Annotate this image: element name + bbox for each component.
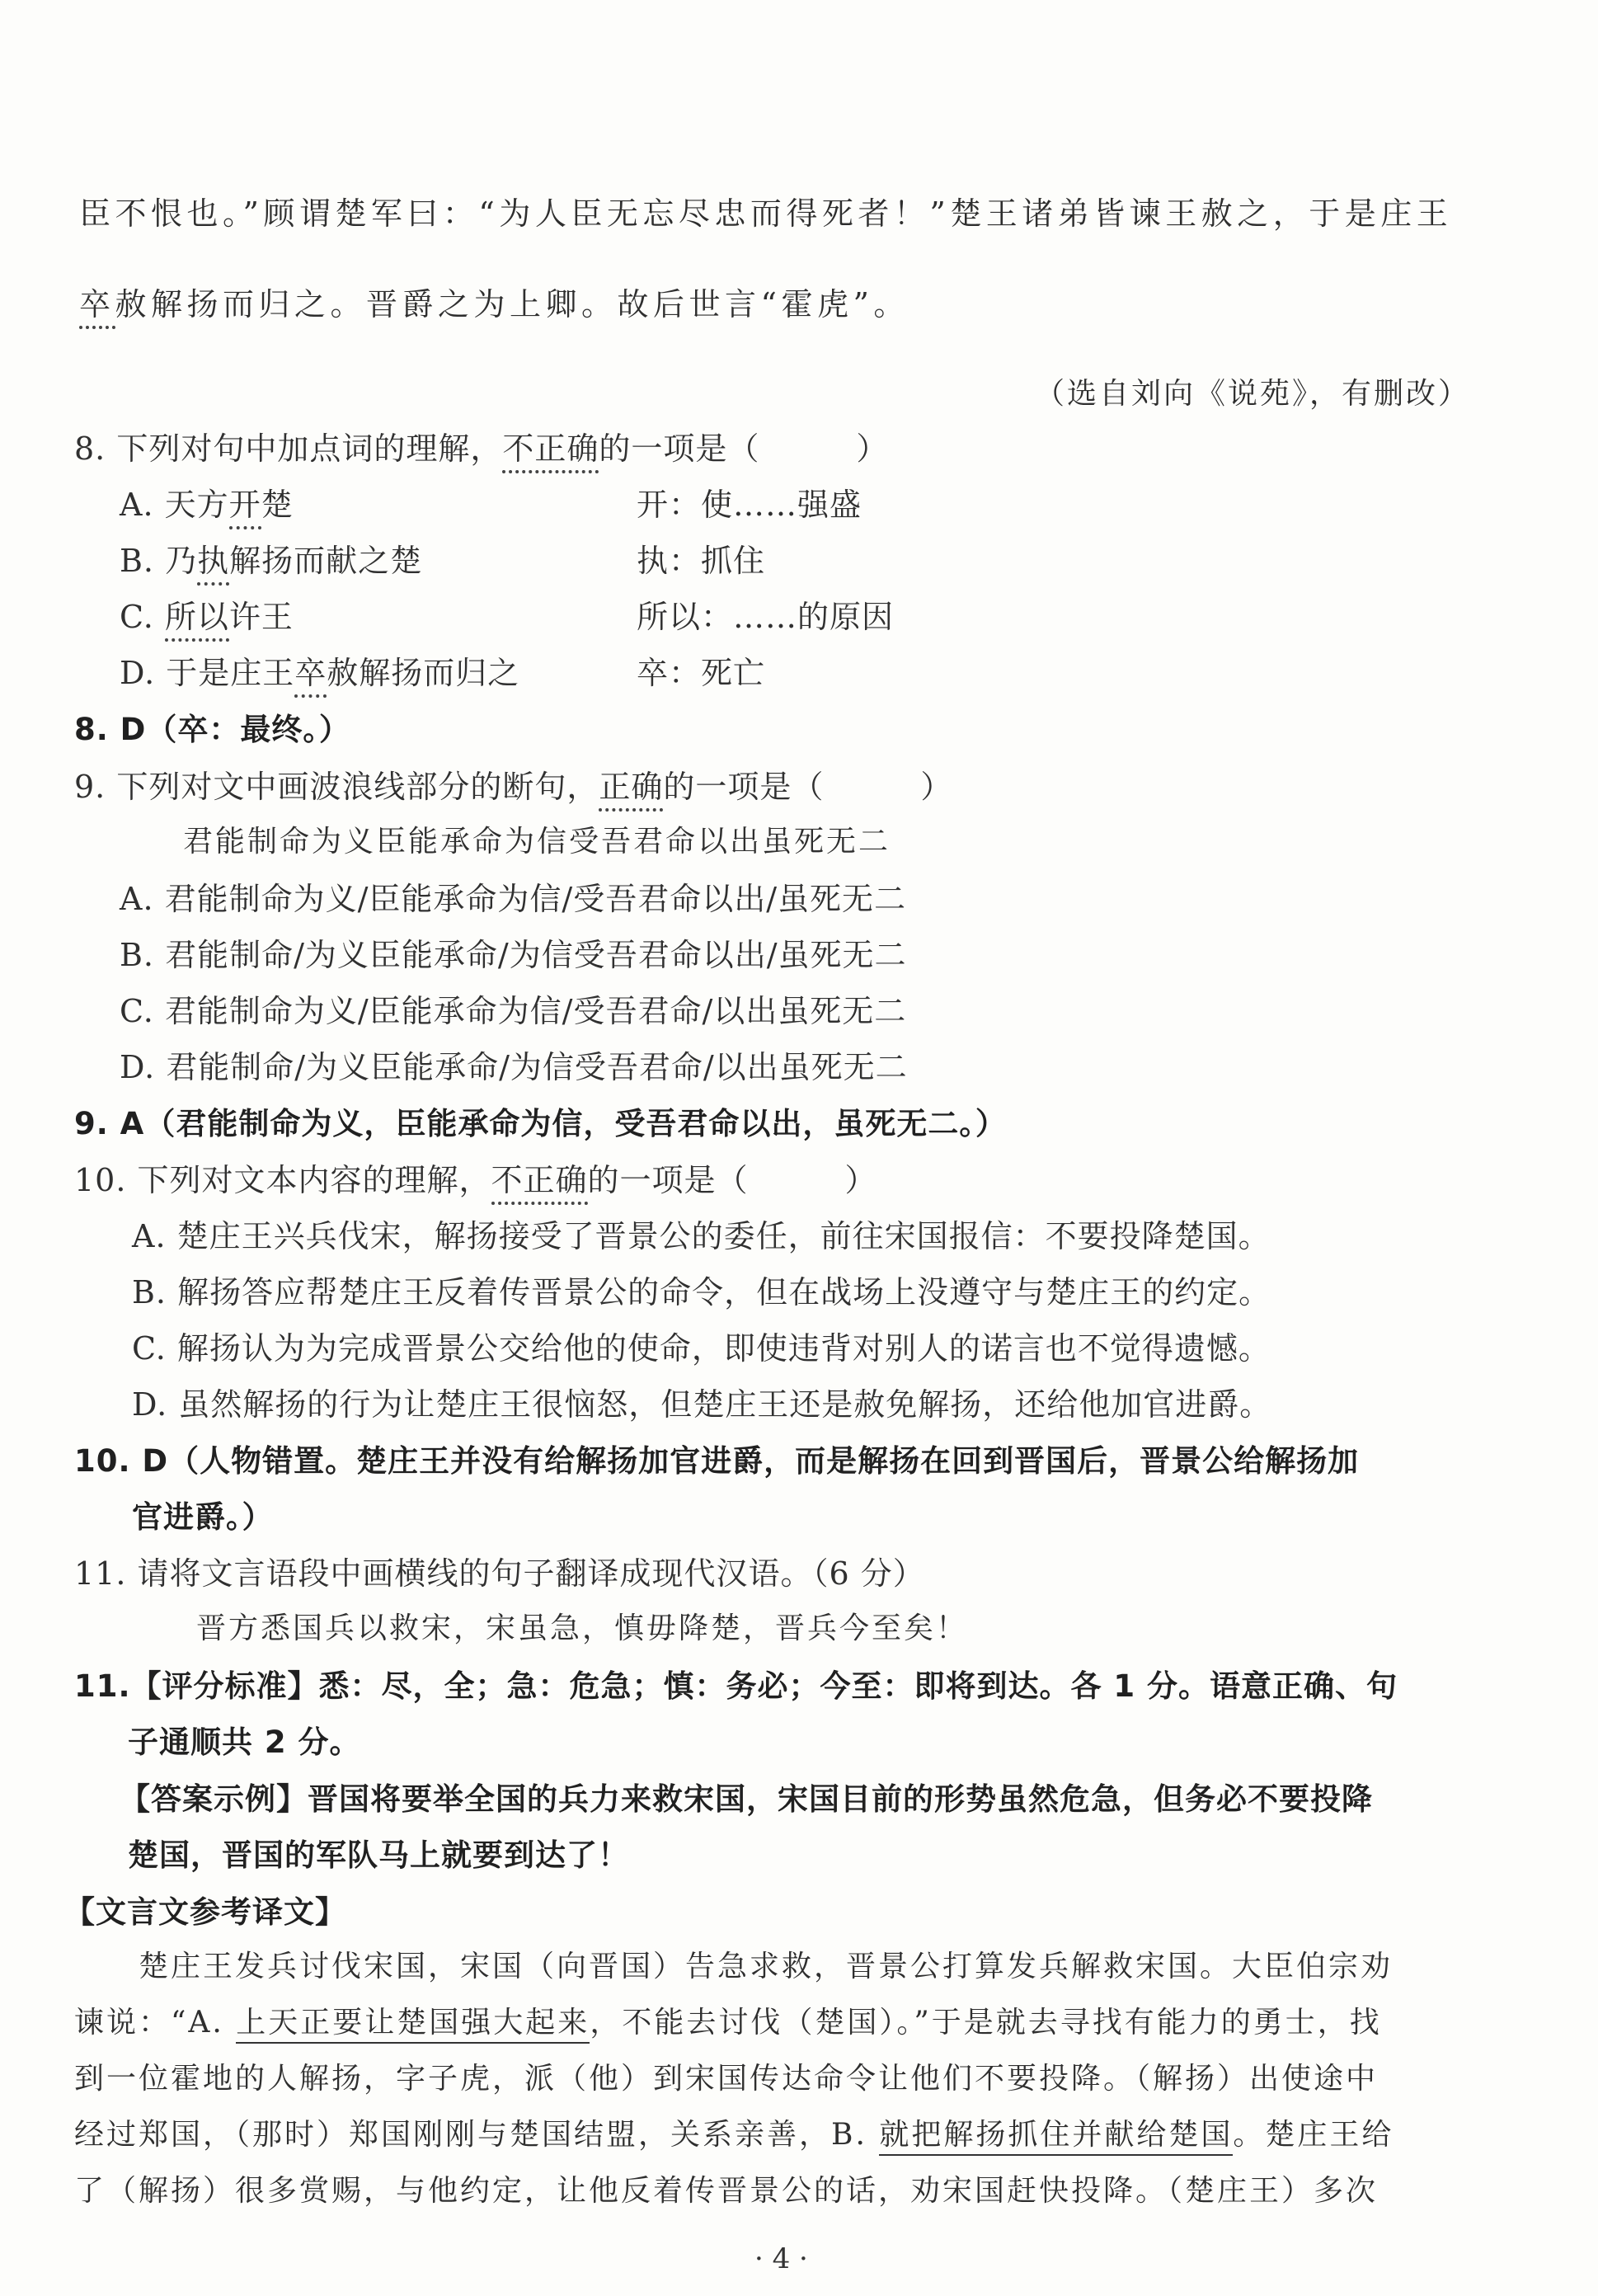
dotted-word: 卒 <box>294 655 327 698</box>
translate-sentence: 晋方悉国兵以救宋，宋虽急，慎毋降楚，晋兵今至矣！ <box>196 1611 969 1645</box>
option-d: D. 虽然解扬的行为让楚庄王很恼怒，但楚庄王还是赦免解扬，还给他加官进爵。 <box>132 1386 1272 1423</box>
translation-text: 。楚庄王给 <box>1233 2118 1394 2152</box>
option-c <box>120 601 294 633</box>
question-stem <box>74 430 889 467</box>
option-c: C. 君能制命为义/臣能承命为信/受吾君命/以出虽死无二 <box>120 993 907 1029</box>
dotted-word: 执 <box>197 543 229 586</box>
underlined-phrase: 上天正要让楚国强大起来 <box>236 2006 590 2044</box>
option-b <box>120 543 423 579</box>
dotted-word: 不正确 <box>491 1162 588 1205</box>
source-citation: （选自刘向《说苑》，有删改） <box>1035 377 1471 411</box>
dotted-word: 正确 <box>599 769 663 812</box>
translation-line: 到一位霍地的人解扬，字子虎，派（他）到宋国传达命令让他们不要投降。（解扬）出使途中 <box>74 2062 1379 2096</box>
option-a <box>120 487 294 523</box>
option-text: 楚 <box>261 487 294 523</box>
translation-line <box>74 2008 1382 2038</box>
dotted-word: 所以 <box>165 599 229 642</box>
option-gloss: 开：使……强盛 <box>637 487 862 523</box>
option-text: A. 天方 <box>120 487 229 523</box>
answer-example: 【答案示例】晋国将要举全国的兵力来救宋国，宋国目前的形势虽然危急，但务必不要投降 <box>120 1781 1373 1817</box>
translation-line: 楚庄王发兵讨伐宋国，宋国（向晋国）告急求救，晋景公打算发兵解救宋国。大臣伯宗劝 <box>139 1950 1394 1983</box>
answer-9: 9. A（君能制命为义，臣能承命为信，受吾君命以出，虽死无二。） <box>74 1106 1007 1141</box>
scoring-criteria: 11.【评分标准】悉：尽，全；急：危急；慎：务必；今至：即将到达。各 1 分。语意正确、句 <box>74 1668 1398 1704</box>
wavy-sentence: 君能制命为义臣能承命为信受吾君命以出虽死无二 <box>183 825 891 859</box>
dotted-word: 卒 <box>79 286 115 329</box>
option-gloss: 卒：死亡 <box>637 655 766 691</box>
stem-text: 8. 下列对句中加点词的理解， <box>74 430 503 467</box>
dotted-word: 不正确 <box>502 430 599 473</box>
stem-text: 的一项是（ ） <box>587 1162 877 1198</box>
option-d: D. 君能制命/为义臣能承命/为信受吾君命/以出虽死无二 <box>120 1049 908 1085</box>
answer-10-cont: 官进爵。） <box>132 1499 274 1535</box>
stem-text: 9. 下列对文中画波浪线部分的断句， <box>74 769 599 805</box>
translation-line: 了（解扬）很多赏赐，与他约定，让他反着传晋景公的话，劝宋国赶快投降。（楚庄王）多次 <box>74 2174 1379 2208</box>
option-gloss: 执：抓住 <box>637 543 766 579</box>
passage-text: 赦解扬而归之。晋爵之为上卿。故后世言“霍虎”。 <box>115 286 909 322</box>
passage-line <box>79 195 1453 232</box>
option-d <box>120 657 519 689</box>
translation-text: ，不能去讨伐（楚国）。”于是就去寻找有能力的勇士，找 <box>590 2006 1382 2040</box>
option-text: B. 乃 <box>120 543 198 579</box>
question-stem: 11. 请将文言语段中画横线的句子翻译成现代汉语。（6 分） <box>74 1555 925 1592</box>
section-heading: 【文言文参考译文】 <box>64 1894 346 1930</box>
stem-text: 10. 下列对文本内容的理解， <box>74 1162 491 1198</box>
question-stem <box>74 1164 877 1196</box>
option-gloss: 所以：……的原因 <box>637 599 895 635</box>
page-number: · 4 · <box>754 2242 808 2275</box>
option-b: B. 君能制命/为义臣能承命/为信受吾君命以出/虽死无二 <box>120 937 907 973</box>
option-text: 许王 <box>228 599 294 635</box>
option-text: D. 于是庄王 <box>120 655 295 691</box>
answer-example-cont: 楚国，晋国的军队马上就要到达了！ <box>128 1837 629 1873</box>
answer-10: 10. D（人物错置。楚庄王并没有给解扬加官进爵，而是解扬在回到晋国后，晋景公给解扬加 <box>74 1443 1360 1479</box>
translation-line <box>74 2120 1394 2150</box>
option-a: A. 君能制命为义/臣能承命为信/受吾君命以出/虽死无二 <box>120 881 907 917</box>
option-c: C. 解扬认为为完成晋景公交给他的使命，即使违背对别人的诺言也不觉得遗憾。 <box>132 1330 1271 1367</box>
stem-text: 的一项是（ ） <box>663 769 953 805</box>
stem-text: 的一项是（ ） <box>599 430 889 467</box>
underlined-phrase: 就把解扬抓住并献给楚国 <box>879 2118 1233 2156</box>
answer-8: 8. D（卒：最终。） <box>74 712 350 747</box>
option-text: C. <box>120 599 165 635</box>
translation-text: 经过郑国，（那时）郑国刚刚与楚国结盟，关系亲善，B. <box>74 2118 880 2152</box>
option-a: A. 楚庄王兴兵伐宋，解扬接受了晋景公的委任，前往宋国报信：不要投降楚国。 <box>132 1218 1271 1254</box>
question-stem <box>74 769 953 805</box>
scoring-criteria-cont: 子通顺共 2 分。 <box>128 1724 361 1760</box>
option-text: 赦解扬而归之 <box>327 655 520 691</box>
passage-line <box>79 286 909 322</box>
option-b: B. 解扬答应帮楚庄王反着传晋景公的命令，但在战场上没遵守与楚庄王的约定。 <box>132 1274 1271 1310</box>
translation-text: 谏说：“A. <box>74 2006 237 2040</box>
dotted-word: 开 <box>229 487 261 529</box>
passage-text: 臣不恨也。”顾谓楚军曰：“为人臣无忘尽忠而得死者！”楚王诸弟皆谏王赦之，于是庄王 <box>79 195 1453 232</box>
option-text: 解扬而献之楚 <box>229 543 423 579</box>
